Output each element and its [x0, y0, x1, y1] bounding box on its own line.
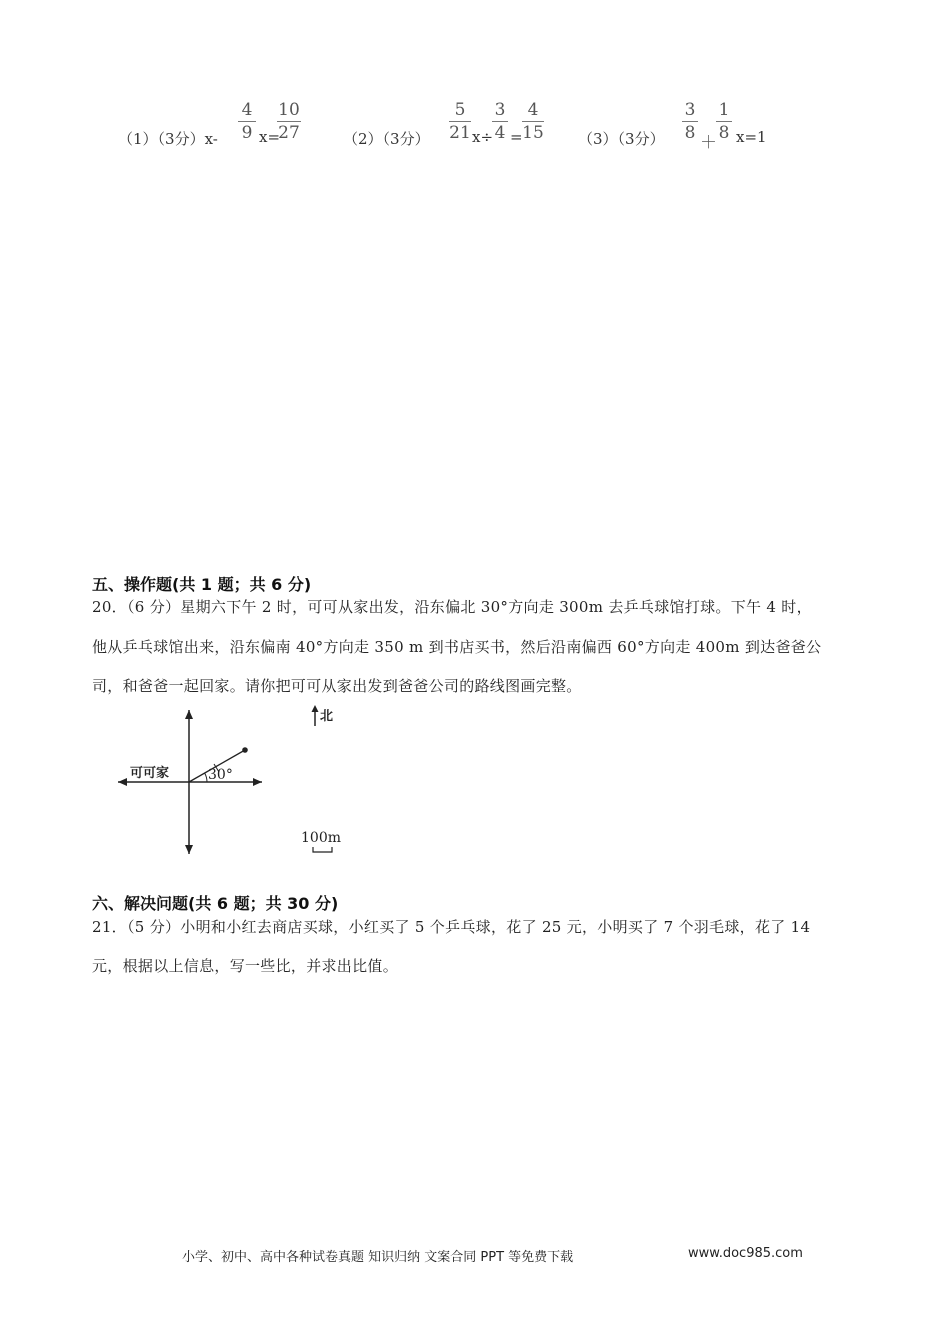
- question-21-line-2: 元，根据以上信息，写一些比，并求出比值。: [92, 957, 399, 975]
- fraction-numerator: 1: [718, 100, 730, 120]
- fraction-bar: [522, 121, 544, 122]
- question-20-line-1: 20．（6 分）星期六下午 2 时，可可从家出发，沿东偏北 30°方向走 300m 去乒乓球馆打球。下午 4 时，: [92, 598, 812, 616]
- fraction-bar: [238, 121, 256, 122]
- fraction-numerator: 4: [241, 100, 253, 120]
- west-arrow-icon: [118, 778, 127, 786]
- scale-bar: [313, 847, 332, 852]
- question-20-line-3: 司，和爸爸一起回家。请你把可可从家出发到爸爸公司的路线图画完整。: [92, 677, 582, 695]
- equation-3-suffix: x=1: [736, 128, 767, 146]
- footer-url[interactable]: www.doc985.com: [688, 1246, 803, 1261]
- equation-3-mid: ＋: [700, 133, 717, 153]
- equation-1-prefix: （1）（3分）x-: [118, 130, 218, 148]
- question-20-line-2: 他从乒乓球馆出来，沿东偏南 40°方向走 350 m 到书店买书，然后沿南偏西 60°方向走 400m 到达爸爸公: [92, 638, 822, 656]
- equation-3-fraction-1: [682, 100, 698, 143]
- equation-2-prefix: （2）（3分）: [343, 130, 430, 148]
- fraction-denominator: 4: [494, 123, 506, 143]
- fraction-numerator: 3: [494, 100, 506, 120]
- footer-text: 小学、初中、高中各种试卷真题 知识归纳 文案合同 PPT 等免费下载: [182, 1250, 574, 1265]
- angle-label: 30°: [208, 767, 233, 783]
- fraction-denominator: 21: [449, 123, 471, 143]
- equation-2-fraction-3: [522, 100, 544, 143]
- fraction-bar: [716, 121, 732, 122]
- fraction-denominator: 8: [718, 123, 730, 143]
- section-5-heading: 五、操作题(共 1 题；共 6 分): [92, 575, 312, 594]
- fraction-denominator: 27: [278, 123, 300, 143]
- angle-arc: [205, 773, 207, 782]
- fraction-bar: [682, 121, 698, 122]
- fraction-numerator: 5: [454, 100, 466, 120]
- fraction-numerator: 3: [684, 100, 696, 120]
- route-endpoint: [242, 747, 248, 753]
- equation-2-mid-2: =: [510, 128, 523, 146]
- question-21-line-1: 21．（5 分）小明和小红去商店买球，小红买了 5 个乒乓球，花了 25 元，小明买了 7 个羽毛球，花了 14: [92, 918, 811, 936]
- equation-2-fraction-2: [492, 100, 508, 143]
- fraction-bar: [277, 121, 301, 122]
- equation-3-prefix: （3）（3分）: [578, 130, 665, 148]
- fraction-denominator: 9: [241, 123, 253, 143]
- fraction-bar: [449, 121, 471, 122]
- equation-3-fraction-2: [716, 100, 732, 143]
- direction-diagram: [110, 700, 380, 865]
- north-indicator-arrow-icon: [312, 705, 319, 712]
- fraction-numerator: 4: [527, 100, 539, 120]
- scale-label: 100m: [301, 830, 341, 846]
- equation-2-mid-1: x÷: [472, 128, 494, 146]
- north-arrow-icon: [185, 710, 193, 719]
- north-label: 北: [320, 709, 334, 724]
- equation-1-fraction-1: [238, 100, 256, 143]
- home-label: 可可家: [130, 766, 170, 781]
- equation-1-fraction-2: [277, 100, 301, 143]
- east-arrow-icon: [253, 778, 262, 786]
- fraction-denominator: 8: [684, 123, 696, 143]
- section-6-heading: 六、解决问题(共 6 题；共 30 分): [92, 894, 339, 913]
- fraction-denominator: 15: [522, 123, 544, 143]
- equation-2-fraction-1: [449, 100, 471, 143]
- fraction-bar: [492, 121, 508, 122]
- south-arrow-icon: [185, 845, 193, 854]
- fraction-numerator: 10: [278, 100, 300, 120]
- equation-1-mid: x=: [259, 128, 281, 146]
